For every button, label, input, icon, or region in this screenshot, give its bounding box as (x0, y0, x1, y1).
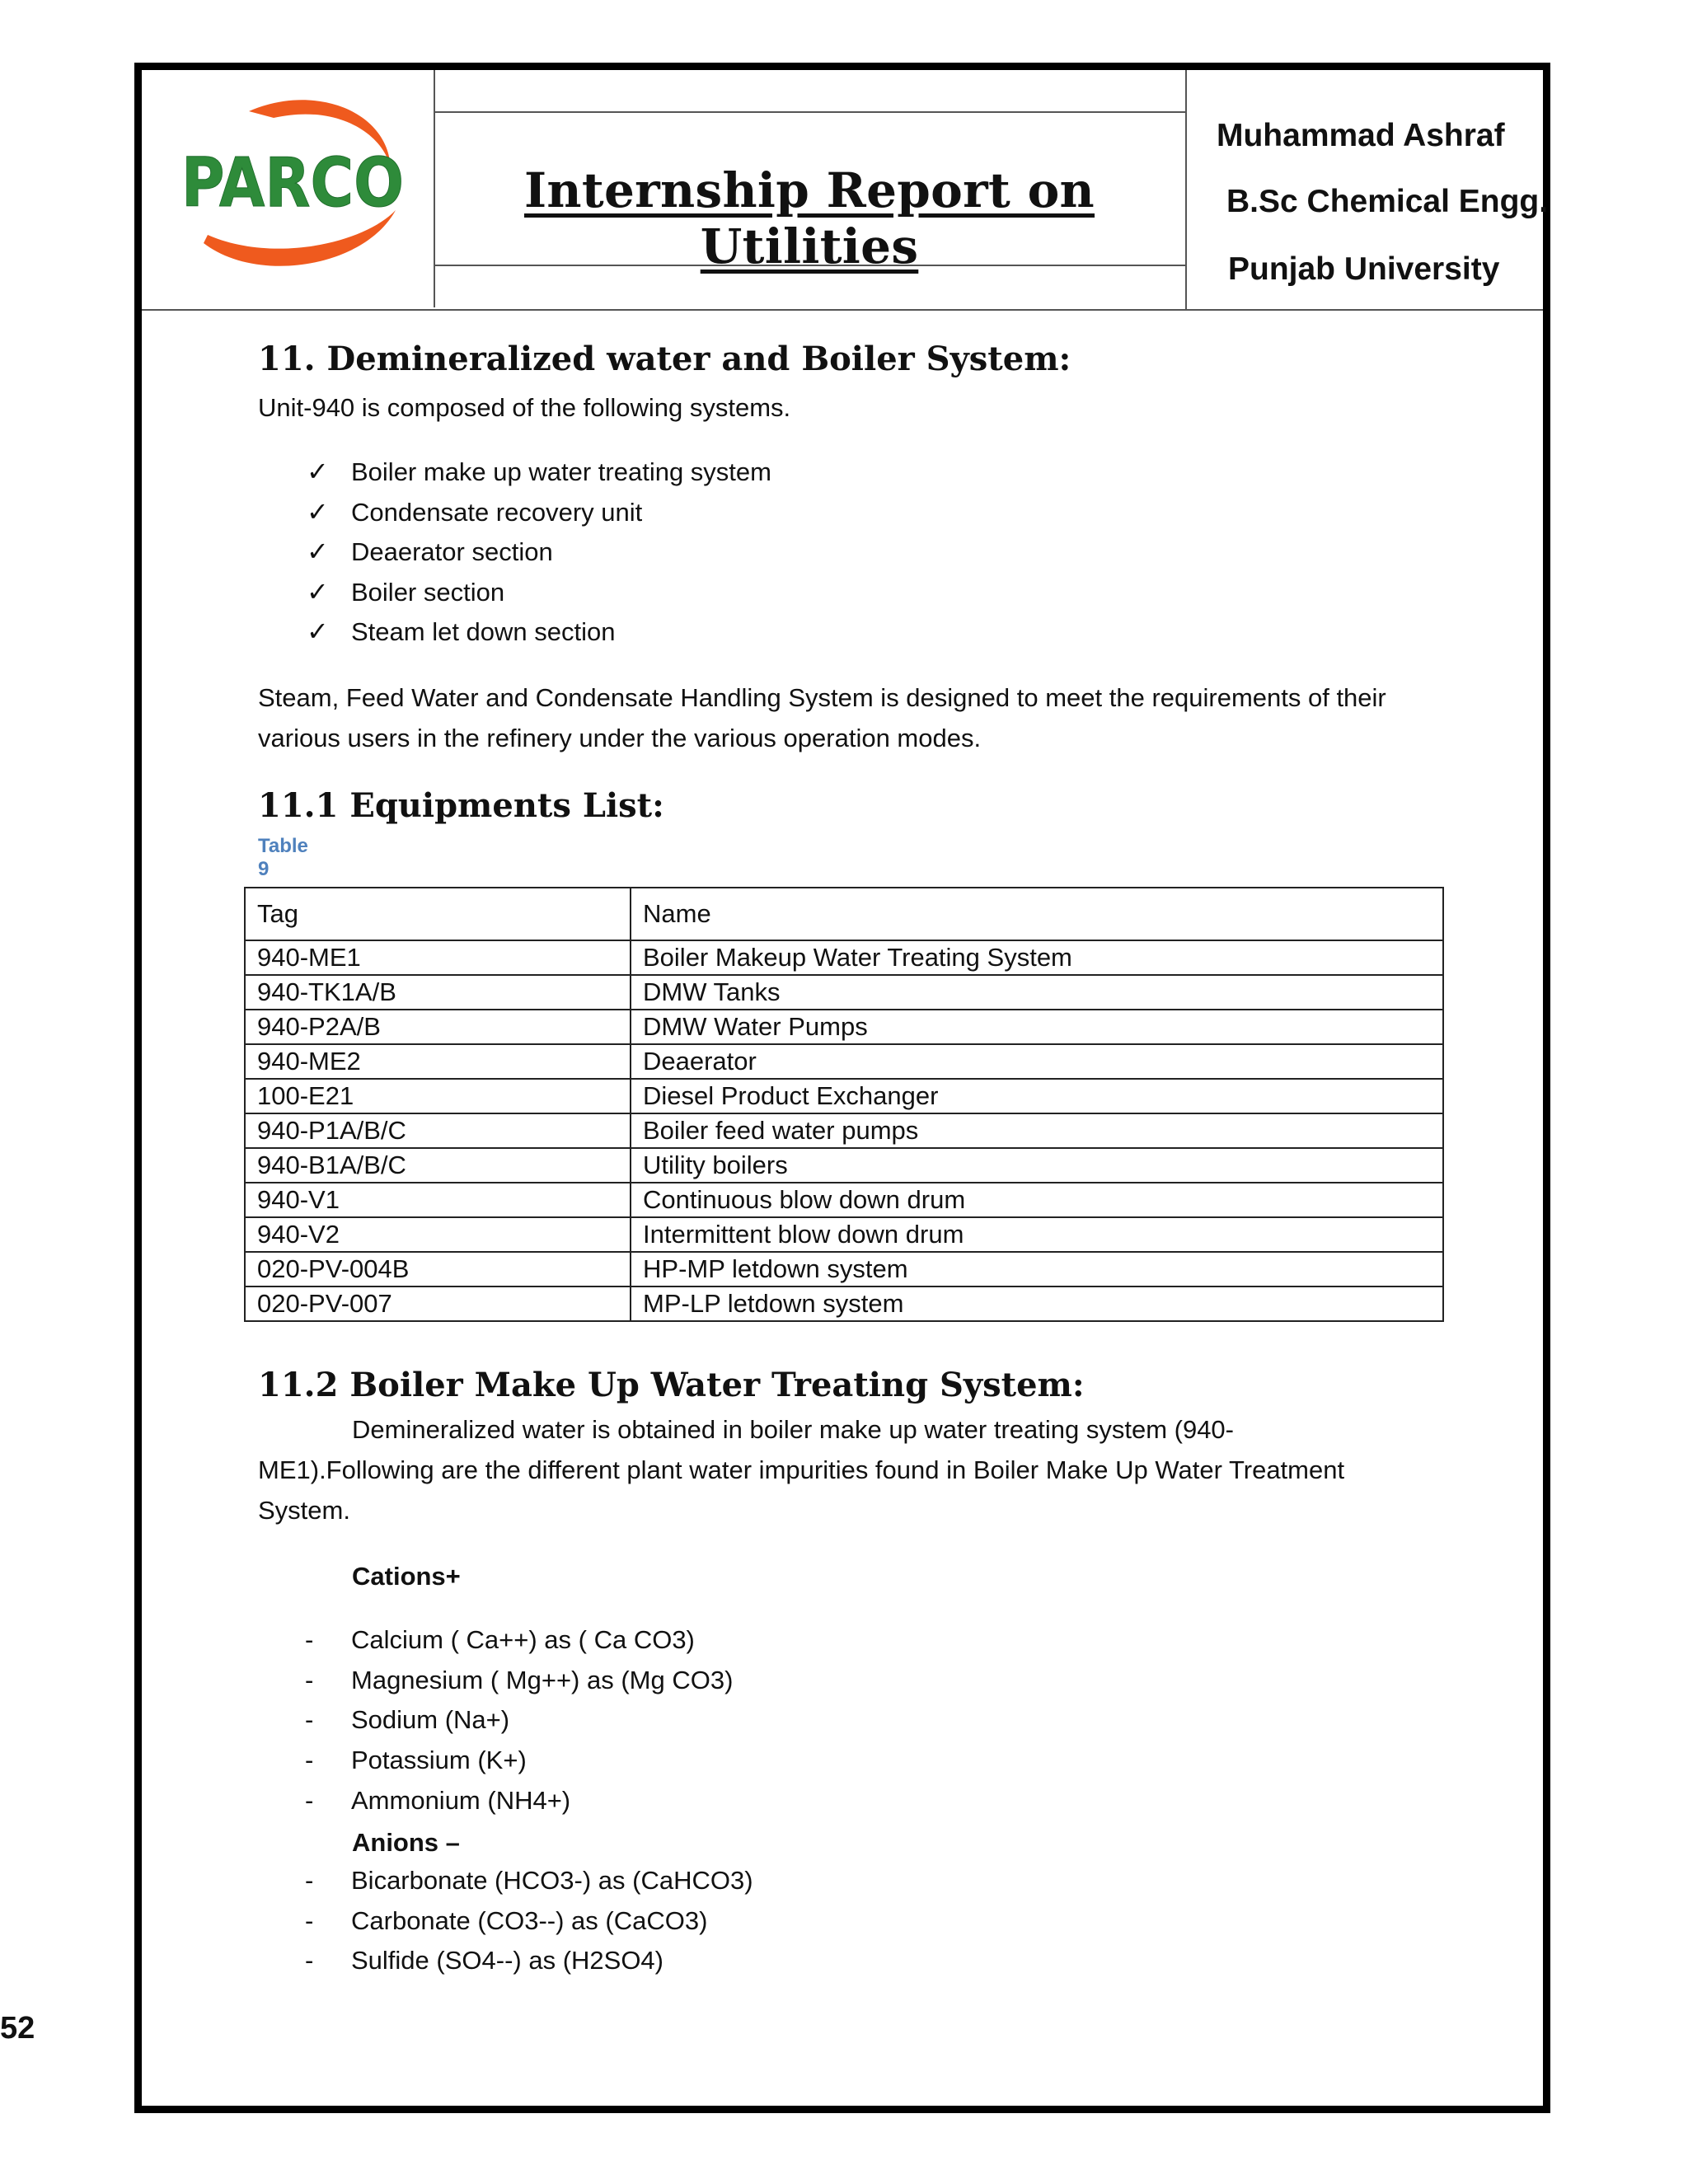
name-cell: Continuous blow down drum (631, 1183, 1443, 1217)
list-item: - Magnesium ( Mg++) as (Mg CO3) (305, 1665, 734, 1694)
author-university: Punjab University (1228, 251, 1500, 287)
logo-text: PARCO (181, 144, 404, 223)
table-row (245, 1044, 1443, 1079)
name-cell: Intermittent blow down drum (631, 1217, 1443, 1252)
list-item: ✓ Steam let down section (307, 612, 771, 652)
column-header-name: Name (631, 888, 1443, 940)
checkmark-icon: ✓ (307, 456, 329, 487)
tag-cell: 020-PV-007 (245, 1286, 631, 1321)
cations-label: Cations+ (352, 1562, 461, 1591)
list-item: - Calcium ( Ca++) as ( Ca CO3) (305, 1625, 695, 1654)
section-11-heading: 11. Demineralized water and Boiler System: (258, 340, 1071, 378)
checkmark-icon: ✓ (307, 616, 329, 647)
section-11-2-paragraph-line1: Demineralized water is obtained in boiler make up water treating system (940- (352, 1415, 1234, 1444)
anions-label: Anions – (352, 1828, 460, 1857)
name-cell: Boiler feed water pumps (631, 1113, 1443, 1148)
author-cell (1185, 70, 1548, 309)
section-11-2-heading: 11.2 Boiler Make Up Water Treating System: (258, 1366, 1085, 1404)
table-row (245, 1286, 1443, 1321)
name-cell: Deaerator (631, 1044, 1443, 1079)
title-cell (434, 70, 1187, 309)
tag-cell: 940-ME1 (245, 940, 631, 975)
name-cell: Diesel Product Exchanger (631, 1079, 1443, 1113)
table-row (245, 1183, 1443, 1217)
list-item: - Ammonium (NH4+) (305, 1785, 571, 1815)
table-row (245, 975, 1443, 1010)
report-title: Internship Report on Utilities (523, 162, 1095, 274)
equipment-table (244, 887, 1444, 1322)
tag-cell: 940-V2 (245, 1217, 631, 1252)
name-cell: DMW Tanks (631, 975, 1443, 1010)
logo-cell (142, 70, 435, 307)
list-item: ✓ Deaerator section (307, 532, 771, 572)
title-rule-bottom (434, 265, 1185, 266)
tag-cell: 940-P1A/B/C (245, 1113, 631, 1148)
name-cell: DMW Water Pumps (631, 1010, 1443, 1044)
table-row (245, 940, 1443, 975)
table-row (245, 1010, 1443, 1044)
section-11-2-paragraph-line2: ME1).Following are the different plant water impurities found in Boiler Make Up Water Treatment (258, 1455, 1345, 1484)
name-cell: Boiler Makeup Water Treating System (631, 940, 1443, 975)
checkmark-icon: ✓ (307, 495, 329, 527)
name-cell: HP-MP letdown system (631, 1252, 1443, 1286)
section-11-1-heading: 11.1 Equipments List: (258, 786, 664, 825)
table-row (245, 1113, 1443, 1148)
author-degree: B.Sc Chemical Engg. (1226, 184, 1549, 219)
tag-cell: 940-B1A/B/C (245, 1148, 631, 1183)
table-caption: Table 9 (258, 835, 308, 880)
list-item: ✓ Boiler make up water treating system (307, 452, 771, 492)
anions-list (305, 1861, 753, 1981)
tag-cell: 940-P2A/B (245, 1010, 631, 1044)
list-item: ✓ Boiler section (307, 572, 771, 612)
name-cell: Utility boilers (631, 1148, 1443, 1183)
name-cell: MP-LP letdown system (631, 1286, 1443, 1321)
section-11-paragraph-line1: Steam, Feed Water and Condensate Handling System is designed to meet the requirements of their (258, 683, 1386, 712)
table-row (245, 1217, 1443, 1252)
parco-logo (175, 87, 406, 284)
tag-cell: 020-PV-004B (245, 1252, 631, 1286)
section-11-2-paragraph-line3: System. (258, 1496, 350, 1525)
list-item: ✓ Condensate recovery unit (307, 492, 771, 532)
list-item: - Potassium (K+) (305, 1746, 527, 1775)
table-row (245, 1079, 1443, 1113)
cations-list (305, 1620, 733, 1821)
table-header-row (245, 888, 1443, 940)
tag-cell: 940-V1 (245, 1183, 631, 1217)
tag-cell: 100-E21 (245, 1079, 631, 1113)
table-row (245, 1252, 1443, 1286)
section-11-intro: Unit-940 is composed of the following systems. (258, 393, 791, 422)
column-header-tag: Tag (245, 888, 631, 940)
tag-cell: 940-ME2 (245, 1044, 631, 1079)
list-item: - Sodium (Na+) (305, 1705, 510, 1735)
checkmark-icon: ✓ (307, 575, 329, 607)
table-row (245, 1148, 1443, 1183)
report-header (142, 70, 1549, 311)
systems-list (307, 452, 771, 652)
tag-cell: 940-TK1A/B (245, 975, 631, 1010)
section-11-paragraph-line2: various users in the refinery under the various operation modes. (258, 724, 982, 752)
checkmark-icon: ✓ (307, 536, 329, 567)
author-name: Muhammad Ashraf (1217, 118, 1505, 153)
list-item: - Sulfide (SO4--) as (H2SO4) (305, 1946, 663, 1975)
title-rule-top (434, 111, 1185, 113)
list-item: - Carbonate (CO3--) as (CaCO3) (305, 1905, 708, 1935)
list-item: - Bicarbonate (HCO3-) as (CaHCO3) (305, 1866, 753, 1895)
